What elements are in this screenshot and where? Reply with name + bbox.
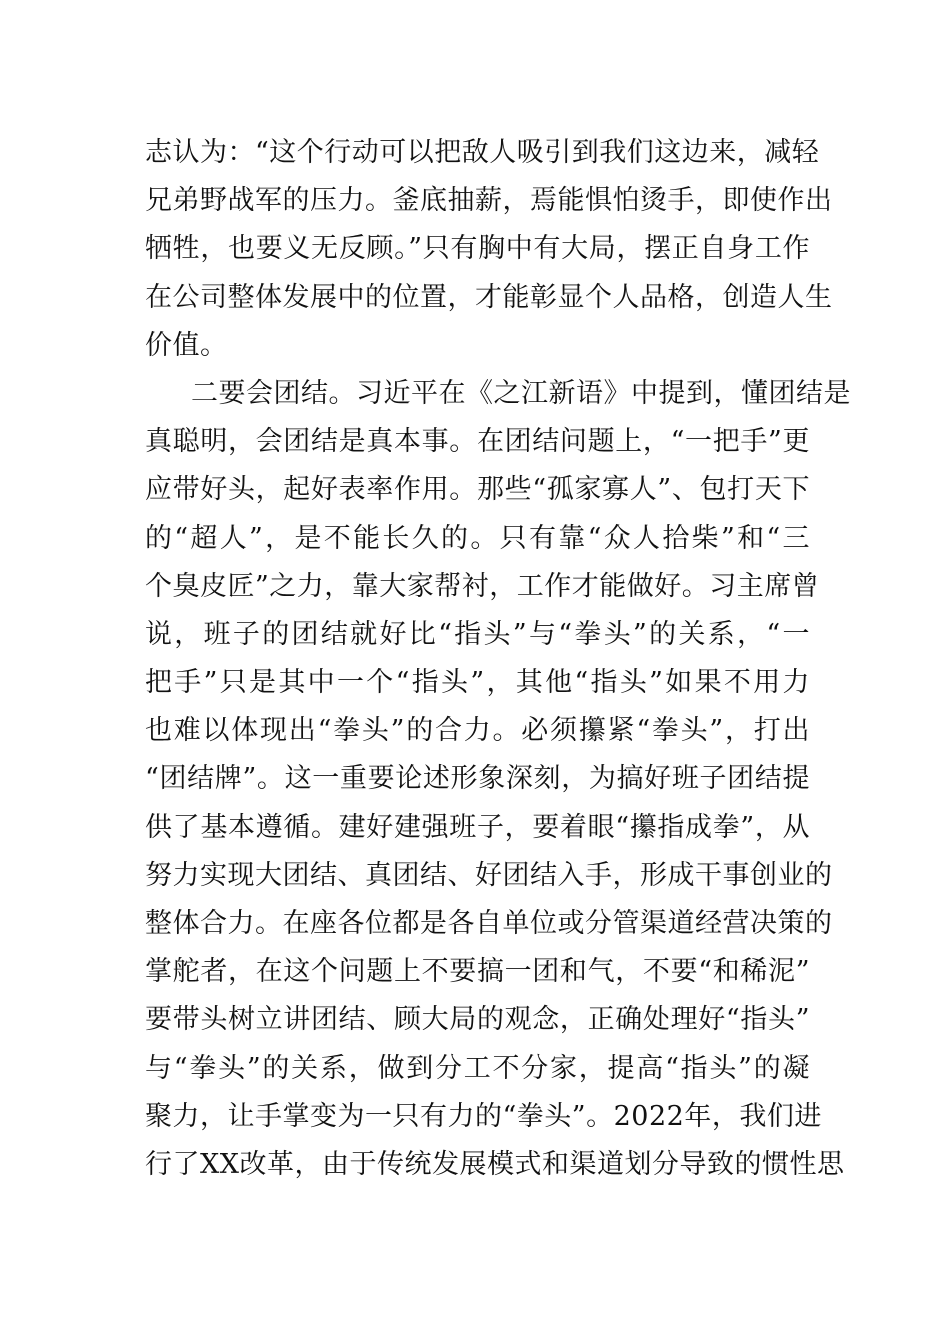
text-line: 个臭皮匠”之力，靠大家帮衬，工作才能做好。习主席曾 — [145, 570, 820, 602]
text-line: 在公司整体发展中的位置，才能彰显个人品格，创造人生 — [145, 281, 833, 313]
text-line: 也难以体现出“拳头”的合力。必须攥紧“拳头”，打出 — [145, 715, 810, 747]
text-line: 努力实现大团结、真团结、好团结入手，形成干事创业的 — [145, 859, 833, 891]
text-line: 把手”只是其中一个“指头”，其他“指头”如果不用力 — [145, 667, 810, 699]
text-line: “团结牌”。这一重要论述形象深刻，为搞好班子团结提 — [145, 763, 810, 795]
text-line: 与“拳头”的关系，做到分工不分家，提高“指头”的凝 — [145, 1052, 810, 1084]
text-line: 说，班子的团结就好比“指头”与“拳头”的关系，“一 — [145, 618, 810, 650]
text-line: 整体合力。在座各位都是各自单位或分管渠道经营决策的 — [145, 908, 833, 939]
paragraph-first-line: 二要会团结。习近平在《之江新语》中提到，懂团结是 — [191, 377, 851, 409]
body-text — [145, 129, 851, 1189]
text-line: 行了XX改革，由于传统发展模式和渠道划分导致的惯性思 — [145, 1148, 845, 1180]
text-line: 供了基本遵循。建好建强班子，要着眼“攥指成拳”，从 — [145, 811, 810, 843]
text-line: 应带好头，起好表率作用。那些“孤家寡人”、包打天下 — [145, 474, 810, 506]
text-line: 聚力，让手掌变为一只有力的“拳头”。2022年，我们进 — [145, 1100, 822, 1132]
text-line: 真聪明，会团结是真本事。在团结问题上，“一把手”更 — [145, 426, 810, 458]
text-line: 价值。 — [145, 329, 228, 361]
text-line: 的“超人”，是不能长久的。只有靠“众人拾柴”和“三 — [145, 522, 810, 554]
text-line: 志认为：“这个行动可以把敌人吸引到我们这边来，减轻 — [145, 137, 820, 168]
text-line: 要带头树立讲团结、顾大局的观念，正确处理好“指头” — [145, 1004, 810, 1036]
text-line: 掌舵者，在这个问题上不要搞一团和气，不要“和稀泥” — [145, 956, 810, 988]
text-line: 牺牲，也要义无反顾。”只有胸中有大局，摆正自身工作 — [145, 233, 810, 265]
text-line: 兄弟野战军的压力。釜底抽薪，焉能惧怕烫手，即使作出 — [145, 185, 833, 217]
